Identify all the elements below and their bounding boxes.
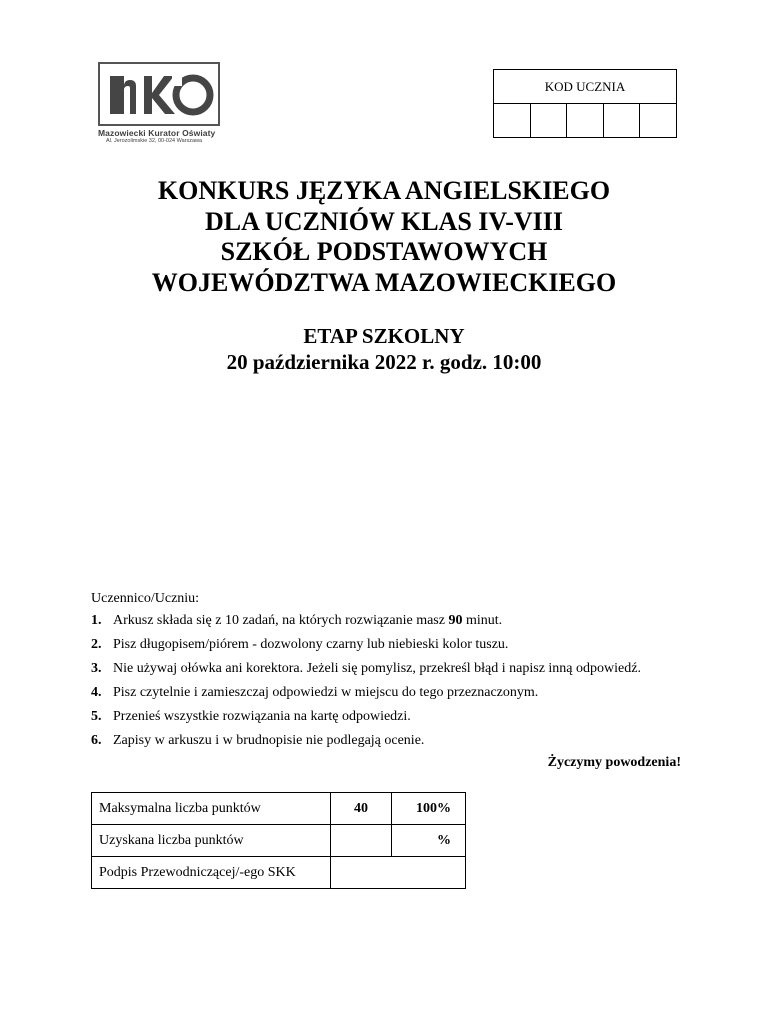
score-table — [91, 792, 466, 889]
stage-info — [0, 323, 768, 375]
rule-item — [91, 659, 681, 683]
rule-item — [91, 611, 681, 635]
max-points-label: Maksymalna liczba punktów — [92, 793, 331, 825]
max-points-percent: 100% — [392, 793, 466, 825]
max-points-value: 40 — [331, 793, 392, 825]
rule-time-limit: 90 — [448, 613, 463, 628]
student-code-box — [493, 69, 677, 138]
score-row-obtained — [92, 825, 466, 857]
rule-text: Nie używaj ołówka ani korektora. Jeżeli się pomylisz, przekreśl błąd i napisz inną odpowiedź. — [113, 661, 641, 676]
rule-text: Arkusz składa się z 10 zadań, na których rozwiązanie masz — [113, 613, 449, 628]
rule-number: 2. — [91, 637, 102, 652]
rule-number: 5. — [91, 709, 102, 724]
student-code-cell-4[interactable] — [603, 104, 640, 138]
student-code-label: KOD UCZNIA — [494, 70, 677, 104]
title-line-3: SZKÓŁ PODSTAWOWYCH — [220, 237, 548, 266]
rule-item — [91, 707, 681, 731]
rule-text: Przenieś wszystkie rozwiązania na kartę odpowiedzi. — [113, 709, 411, 724]
student-code-cell-2[interactable] — [530, 104, 567, 138]
rule-item — [91, 731, 681, 755]
rule-text: Zapisy w arkuszu i w brudnopisie nie podlegają ocenie. — [113, 733, 425, 748]
mko-logo — [98, 62, 226, 144]
obtained-points-field[interactable] — [331, 825, 392, 857]
stage-name: ETAP SZKOLNY — [303, 324, 465, 348]
rule-text: Pisz czytelnie i zamieszczaj odpowiedzi w miejscu do tego przeznaczonym. — [113, 685, 539, 700]
title-line-2: DLA UCZNIÓW KLAS IV-VIII — [204, 206, 564, 236]
signature-label: Podpis Przewodniczącej/-ego SKK — [92, 857, 331, 889]
mko-letters-icon — [100, 64, 218, 124]
obtained-points-label: Uzyskana liczba punktów — [92, 825, 331, 857]
rule-item — [91, 635, 681, 659]
title-line-4: WOJEWÓDZTWA MAZOWIECKIEGO — [151, 267, 617, 297]
good-luck-wish: Życzymy powodzenia! — [547, 755, 681, 770]
score-row-signature — [92, 857, 466, 889]
obtained-percent-field[interactable]: % — [392, 825, 466, 857]
signature-field[interactable] — [331, 857, 466, 889]
rule-number: 4. — [91, 685, 102, 700]
instructions-greeting: Uczennico/Uczniu: — [91, 591, 200, 606]
student-code-cell-3[interactable] — [567, 104, 604, 138]
competition-title — [0, 176, 768, 298]
student-code-cell-5[interactable] — [640, 104, 677, 138]
rules-list — [91, 611, 681, 755]
instructions — [91, 589, 681, 773]
rule-number: 1. — [91, 613, 102, 628]
rule-number: 3. — [91, 661, 102, 676]
title-line-1: KONKURS JĘZYKA ANGIELSKIEGO — [157, 176, 611, 205]
rule-text-end: minut. — [462, 613, 503, 628]
score-row-max — [92, 793, 466, 825]
rule-item — [91, 683, 681, 707]
rule-number: 6. — [91, 733, 102, 748]
exam-date: 20 października 2022 r. godz. 10:00 — [226, 350, 542, 374]
student-code-cell-1[interactable] — [494, 104, 531, 138]
mko-logo-mark — [98, 62, 220, 126]
rule-text: Pisz długopisem/piórem - dozwolony czarny lub niebieski kolor tuszu. — [113, 637, 509, 652]
logo-institution-name: Mazowiecki Kurator Oświaty — [98, 128, 216, 138]
logo-address: Al. Jerozolimskie 32, 00-024 Warszawa — [106, 138, 203, 144]
